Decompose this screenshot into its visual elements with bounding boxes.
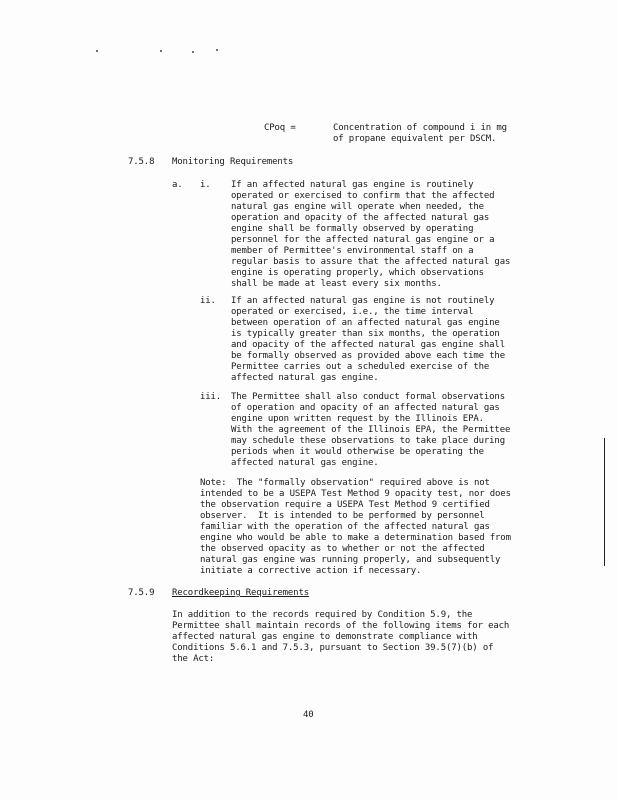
paragraph-line: be formally observed as provided above each time the [231,351,505,361]
paragraph-line: shall be made at least every six months. [231,279,442,289]
paragraph-line: periods when it would otherwise be operating the [231,447,484,457]
list-label-a: a. [172,180,183,190]
paragraph-line: operated or exercised, i.e., the time interval [231,307,474,317]
cpoq-definition-line: Concentration of compound i in mg [333,123,507,133]
section-title: Monitoring Requirements [172,157,294,167]
paragraph-line: may schedule these observations to take place during [231,436,505,446]
scan-speck [192,51,194,53]
paragraph-line: affected natural gas engine. [231,373,379,383]
scan-speck [96,50,98,52]
note-line: initiate a corrective action if necessary. [200,566,422,576]
note-line: intended to be a USEPA Test Method 9 opacity test, nor does [200,489,511,499]
paragraph-line: Permittee shall maintain records of the following items for each [172,621,510,631]
cpoq-term: CPoq = [264,123,296,133]
page-number: 40 [303,710,314,720]
paragraph-line: engine is operating properly, which observations [231,268,484,278]
note-line: Note: The "formally observation" required above is not [200,478,490,488]
paragraph-line: natural gas engine will operate when needed, the [231,202,484,212]
paragraph-line: between operation of an affected natural gas engine [231,318,500,328]
paragraph-line: Conditions 5.6.1 and 7.5.3, pursuant to Section 39.5(7)(b) of [172,643,494,653]
paragraph-line: With the agreement of the Illinois EPA, the Permittee [231,425,511,435]
note-line: observer. It is intended to be performed by personnel [200,511,485,521]
paragraph-line: affected natural gas engine. [231,458,379,468]
paragraph-line: engine shall be formally observed by operating [231,224,474,234]
cpoq-definition-line: of propane equivalent per DSCM. [333,134,497,144]
margin-change-bar [604,438,605,566]
section-number: 7.5.9 [128,588,155,598]
paragraph-line: In addition to the records required by Condition 5.9, the [172,610,473,620]
paragraph-line: is typically greater than six months, the operation [231,329,500,339]
paragraph-line: The Permittee shall also conduct formal observations [231,392,505,402]
paragraph-line: engine upon written request by the Illinois EPA. [231,414,484,424]
paragraph-line: the Act: [172,654,215,664]
paragraph-line: operation and opacity of the affected natural gas [231,213,490,223]
paragraph-line: personnel for the affected natural gas engine or a [231,235,495,245]
section-number: 7.5.8 [128,157,155,167]
paragraph-line: operated or exercised to confirm that the affected [231,191,495,201]
note-line: familiar with the operation of the affected natural gas [200,522,490,532]
paragraph-line: affected natural gas engine to demonstrate compliance with [172,632,478,642]
list-label: iii. [200,392,222,402]
paragraph-line: If an affected natural gas engine is not routinely [231,296,495,306]
paragraph-line: member of Permittee's environmental staff on a [231,246,474,256]
note-line: the observed opacity as to whether or not the affected [200,544,485,554]
list-label: i. [200,180,211,190]
scan-speck [216,49,218,51]
paragraph-line: of operation and opacity of an affected natural gas [231,403,500,413]
note-line: engine who would be able to make a determination based from [200,533,511,543]
list-label: ii. [200,296,216,306]
section-title: Recordkeeping Requirements [172,588,309,598]
paragraph-line: If an affected natural gas engine is routinely [231,180,474,190]
note-line: the observation require a USEPA Test Method 9 certified [200,500,490,510]
paragraph-line: Permittee carries out a scheduled exercise of the [231,362,490,372]
note-line: natural gas engine was running properly, and subsequently [200,555,501,565]
paragraph-line: regular basis to assure that the affected natural gas [231,257,511,267]
scan-speck [160,50,162,52]
paragraph-line: and opacity of the affected natural gas engine shall [231,340,505,350]
